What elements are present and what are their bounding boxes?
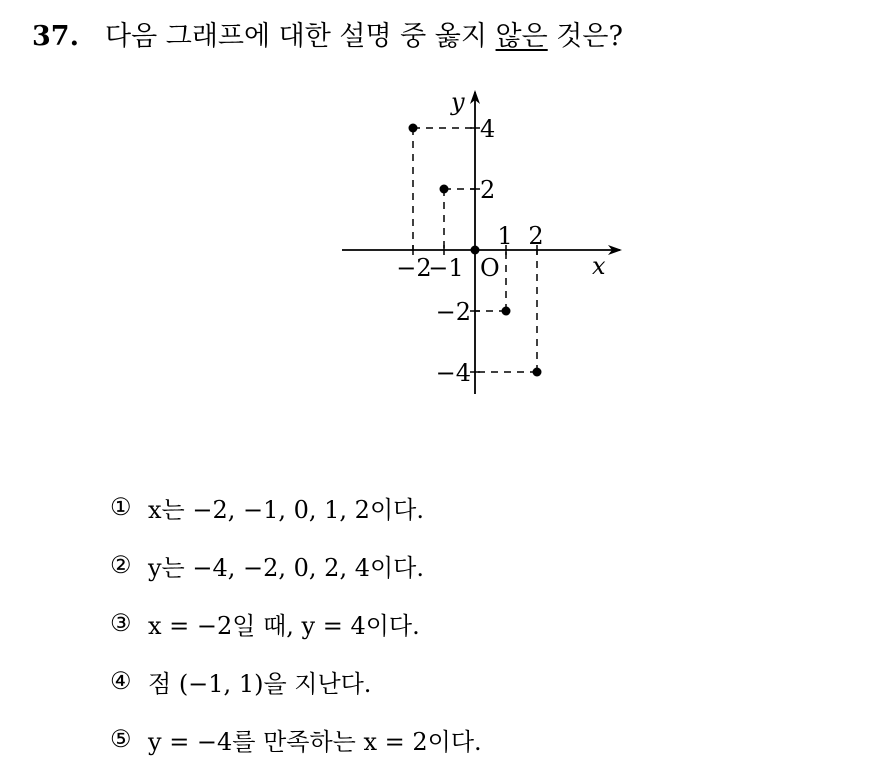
axis-labels [396, 88, 606, 387]
choice-4[interactable] [110, 652, 482, 710]
y-tick-label-neg2: −2 [435, 298, 471, 326]
answer-choices [110, 478, 482, 768]
origin-label: O [480, 254, 500, 282]
y-tick-label-neg4: −4 [435, 359, 471, 387]
choice-text: x = −2일 때, y = 4이다. [148, 611, 420, 640]
y-axis-label: y [451, 88, 465, 116]
choice-marker: ① [110, 493, 132, 521]
choice-5[interactable] [110, 710, 482, 768]
data-point-3 [502, 307, 511, 316]
question-stem [32, 14, 623, 53]
data-point-0 [409, 124, 418, 133]
choice-text: y는 −4, −2, 0, 2, 4이다. [148, 553, 424, 582]
choice-text: 점 (−1, 1)을 지난다. [148, 669, 372, 698]
y-tick-label-2: 2 [480, 176, 496, 204]
question-underlined-word: 않은 [495, 21, 548, 52]
choice-marker: ② [110, 551, 132, 579]
x-tick-label-2: 2 [528, 222, 544, 250]
choice-3[interactable] [110, 594, 482, 652]
choice-marker: ④ [110, 667, 132, 695]
x-tick-label-neg1: −1 [428, 254, 464, 282]
choice-text: y = −4를 만족하는 x = 2이다. [148, 727, 482, 756]
x-axis-label: x [592, 252, 606, 280]
data-point-1 [440, 185, 449, 194]
x-tick-label-neg2: −2 [396, 254, 432, 282]
choice-marker: ③ [110, 609, 132, 637]
data-point-4 [533, 368, 542, 377]
y-tick-label-4: 4 [480, 115, 496, 143]
question-text-after: 것은? [547, 21, 623, 52]
choice-text: x는 −2, −1, 0, 1, 2이다. [148, 495, 424, 524]
choice-2[interactable] [110, 536, 482, 594]
question-text-before: 다음 그래프에 대한 설명 중 옳지 [104, 21, 496, 52]
choice-1[interactable] [110, 478, 482, 536]
choice-marker: ⑤ [110, 725, 132, 753]
coordinate-graph [330, 84, 630, 404]
data-point-2 [471, 246, 480, 255]
x-tick-label-1: 1 [497, 222, 513, 250]
question-number: 37. [32, 21, 79, 52]
